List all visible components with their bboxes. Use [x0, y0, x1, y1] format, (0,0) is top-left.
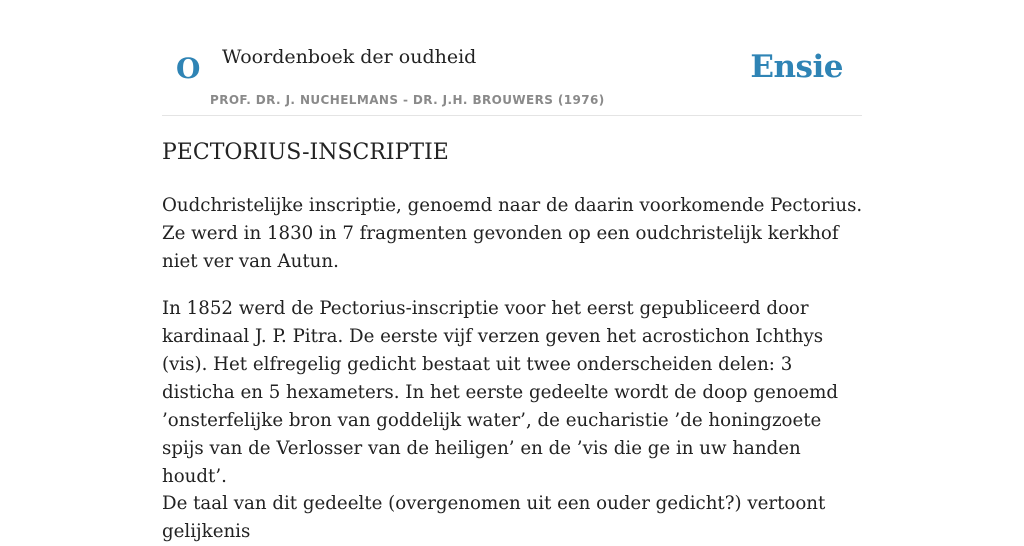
- book-authors: PROF. DR. J. NUCHELMANS - DR. J.H. BROUWERS (1976): [210, 93, 605, 107]
- article-paragraph: Oudchristelijke inscriptie, genoemd naar de daarin voorkomende Pectorius. Ze werd in 1830 in 7 fragmenten gevonden op een oudchristelijk kerkhof niet ver van Autun.: [162, 195, 863, 272]
- header: [162, 0, 862, 116]
- article-paragraph: In 1852 werd de Pectorius-inscriptie voor het eerst gepubliceerd door kardinaal J. P. Pitra. De eerste vijf verzen geven het acrostichon Ichthys (vis). Het elfregelig gedicht bestaat uit twee onderscheiden delen: 3 disticha en 5 hexameters. In het eerste gedeelte wordt de doop genoemd ’onsterfelijke bron van goddelijk water’, de eucharistie ’de honingzoete spijs van de Verlosser van de heiligen’ en de ’vis die ge in uw handen houdt’.: [162, 298, 839, 487]
- letter-index[interactable]: O: [176, 52, 201, 85]
- article-headword: PECTORIUS-INSCRIPTIE: [162, 140, 449, 165]
- article-paragraph: De taal van dit gedeelte (overgenomen uit een ouder gedicht?) vertoont gelijkenis: [162, 493, 826, 542]
- book-title[interactable]: Woordenboek der oudheid: [222, 46, 477, 68]
- ensie-logo[interactable]: Ensie: [750, 49, 843, 85]
